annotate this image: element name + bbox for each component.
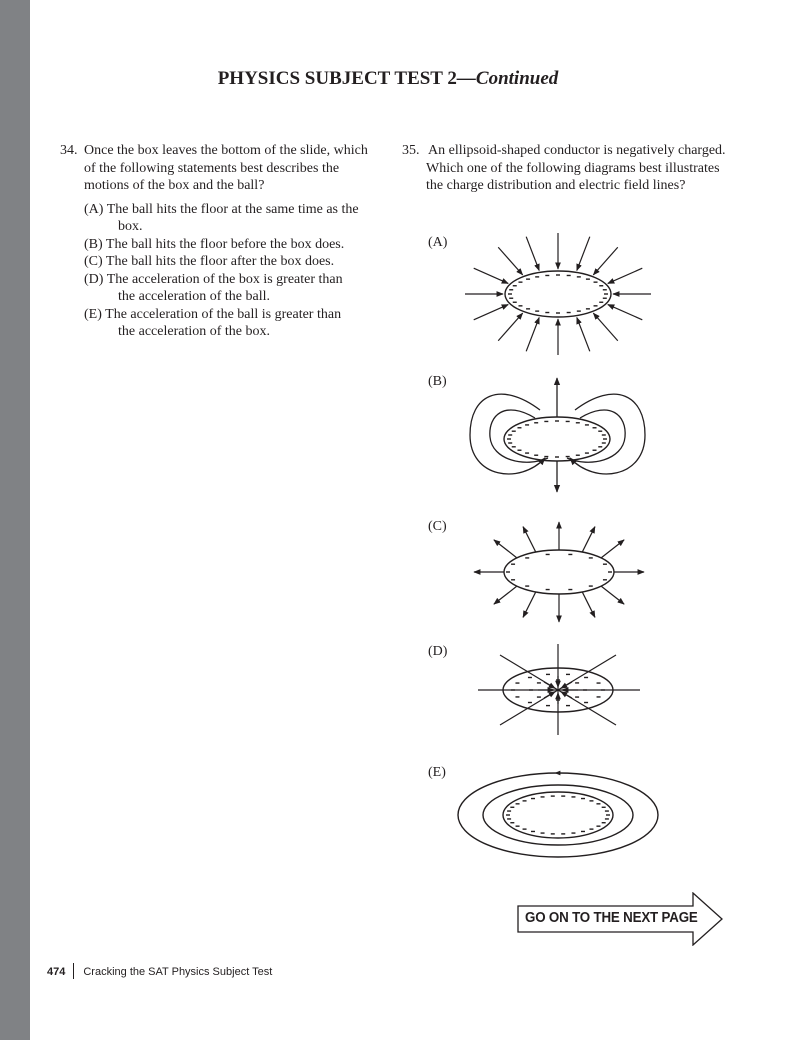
option-text: The acceleration of the box is greater than bbox=[106, 271, 343, 287]
field-line bbox=[523, 592, 536, 617]
field-line bbox=[608, 268, 642, 283]
option-text: The ball hits the floor before the box does. bbox=[105, 236, 345, 252]
field-line bbox=[577, 317, 590, 351]
field-line bbox=[526, 317, 539, 351]
diagram-label-e[interactable]: (E) bbox=[428, 765, 446, 780]
option-key: (C) bbox=[84, 254, 103, 269]
diagram-c bbox=[474, 522, 644, 622]
diagram-label-b[interactable]: (B) bbox=[428, 374, 447, 389]
field-line bbox=[577, 237, 590, 271]
conductor-ellipse bbox=[504, 550, 614, 594]
field-line bbox=[561, 682, 572, 688]
option-text-cont: the acceleration of the ball. bbox=[118, 289, 270, 304]
page-footer bbox=[47, 963, 272, 979]
conductor-ellipse bbox=[505, 271, 611, 317]
next-page-button[interactable] bbox=[517, 892, 723, 946]
diagram-a bbox=[465, 233, 651, 355]
page-number: 474 bbox=[47, 966, 66, 978]
option-text-cont: box. bbox=[118, 219, 143, 234]
book-title: Cracking the SAT Physics Subject Test bbox=[83, 966, 273, 978]
field-line bbox=[498, 313, 522, 341]
option-text: The acceleration of the ball is greater than bbox=[105, 306, 342, 322]
title-suffix: —Continued bbox=[456, 68, 559, 89]
question-text: Once the box leaves the bottom of the slide, which of the following statements best describes the motions of the box and the ball? bbox=[84, 143, 368, 193]
diagram-label-c[interactable]: (C) bbox=[428, 519, 447, 534]
field-line bbox=[526, 237, 539, 271]
question-text: An ellipsoid-shaped conductor is negatively charged. Which one of the following diagrams best illustrates the charge distribution and electric field lines? bbox=[426, 143, 726, 193]
conductor-ellipse bbox=[504, 417, 610, 461]
field-line bbox=[544, 692, 555, 698]
field-line bbox=[474, 305, 508, 320]
diagram-d bbox=[478, 644, 640, 735]
conductor-ellipse bbox=[503, 792, 613, 838]
option-key: (A) bbox=[84, 201, 104, 217]
field-line bbox=[593, 313, 617, 341]
field-line bbox=[494, 540, 517, 558]
question-number: 34. bbox=[60, 143, 78, 158]
diagram-b bbox=[470, 378, 645, 492]
field-line bbox=[561, 692, 572, 698]
field-line bbox=[608, 305, 642, 320]
question-number: 35. bbox=[402, 143, 420, 158]
field-line bbox=[601, 540, 624, 558]
diagram-e bbox=[458, 773, 658, 857]
field-line bbox=[474, 268, 508, 283]
option-key: (D) bbox=[84, 271, 104, 287]
next-page-label: GO ON TO THE NEXT PAGE bbox=[525, 910, 698, 926]
option-text: The ball hits the floor after the box does. bbox=[105, 254, 335, 269]
diagram-label-a[interactable]: (A) bbox=[428, 235, 448, 250]
title-main: PHYSICS SUBJECT TEST 2 bbox=[217, 68, 457, 89]
option-key: (E) bbox=[84, 306, 102, 322]
option-text: The ball hits the floor at the same time as the bbox=[106, 201, 359, 217]
field-line bbox=[544, 682, 555, 688]
field-line bbox=[498, 247, 522, 275]
diagram-label-d[interactable]: (D) bbox=[428, 644, 448, 659]
field-line bbox=[601, 586, 624, 604]
field-line bbox=[593, 247, 617, 275]
field-line bbox=[582, 592, 595, 617]
option-key: (B) bbox=[84, 236, 103, 252]
option-text-cont: the acceleration of the box. bbox=[118, 324, 270, 339]
footer-divider bbox=[73, 963, 74, 979]
field-line bbox=[523, 527, 536, 552]
field-line bbox=[582, 527, 595, 552]
field-line bbox=[494, 586, 517, 604]
